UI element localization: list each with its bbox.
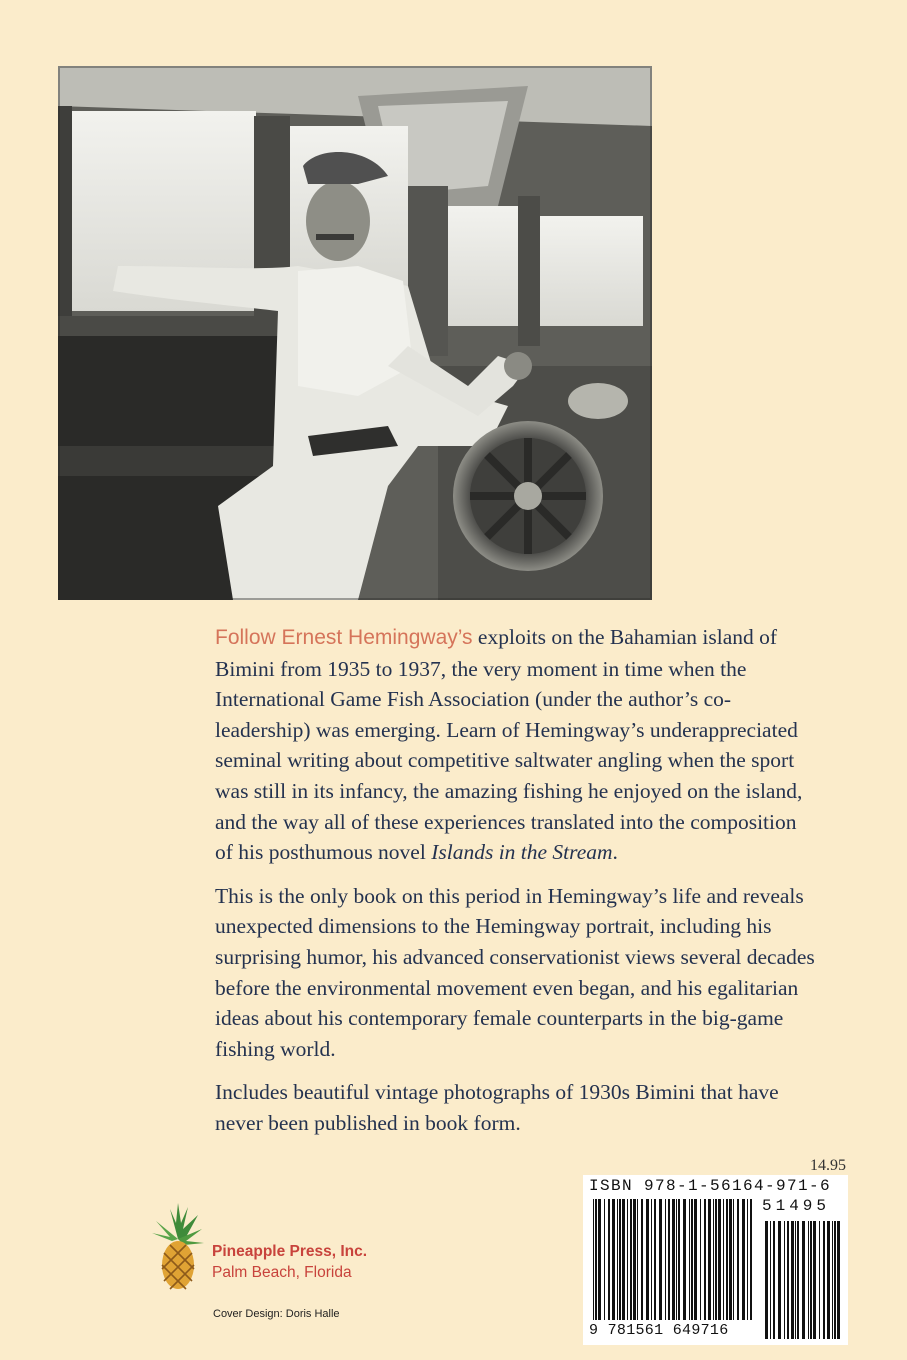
ean-digits: 9 781561 649716 — [589, 1322, 729, 1339]
price-label: 14.95 — [810, 1157, 846, 1174]
barcode-bar — [733, 1199, 734, 1320]
barcode-bar — [750, 1199, 752, 1320]
barcode-bar — [778, 1221, 781, 1339]
barcode-bar — [773, 1221, 775, 1339]
barcode-bar — [823, 1221, 825, 1339]
barcode-bar — [691, 1199, 693, 1320]
barcode-bar — [668, 1199, 670, 1320]
barcode-bar — [726, 1199, 728, 1320]
blurb-paragraph-1 — [215, 622, 815, 868]
barcode-bar — [791, 1221, 794, 1339]
barcode-bar — [834, 1221, 836, 1339]
barcode-bar — [689, 1199, 690, 1320]
barcode-bar — [832, 1221, 833, 1339]
barcode-bar — [813, 1221, 816, 1339]
blurb-paragraph-2: This is the only book on this period in Hemingway’s life and reveals unexpected dimensions to the Hemingway portrait, including his surprising humor, his advanced conservationist views several decades before the environmental movement even began, and his egalitarian ideas about his contemporary female counterparts in the big-game fishing world. — [215, 883, 815, 1061]
barcode-bar — [729, 1199, 732, 1320]
blurb-p1-body: exploits on the Bahamian island of Bimini from 1935 to 1937, the very moment in time when the International Game Fish Association (under the author’s co-leadership) was emerging. Learn of Hemingway’s underappreciated seminal writing about competitive saltwater angling when the sport was still in its infancy, the amazing fishing he enjoyed on the island, and the way all of these experiences translated into the composition of his posthumous novel — [215, 625, 803, 865]
barcode-bar — [837, 1221, 840, 1339]
barcode-bar — [617, 1199, 618, 1320]
barcode-bar — [619, 1199, 621, 1320]
barcode-bar — [715, 1199, 717, 1320]
publisher-block — [150, 1203, 410, 1293]
barcode-bar — [593, 1199, 594, 1320]
publisher-city: Palm Beach, Florida — [212, 1264, 352, 1281]
blurb-p1-end: . — [612, 840, 618, 865]
cover-photo-hemingway-at-helm — [58, 66, 652, 600]
barcode-bar — [742, 1199, 745, 1320]
isbn-label: ISBN 978-1-56164-971-6 — [589, 1177, 832, 1195]
barcode-bar — [810, 1221, 812, 1339]
isbn-barcode — [583, 1175, 848, 1345]
barcode-bar — [622, 1199, 625, 1320]
barcode-bar — [646, 1199, 649, 1320]
barcode-bar — [708, 1199, 711, 1320]
barcode-bar — [604, 1199, 605, 1320]
barcode-bar — [641, 1199, 643, 1320]
barcode-bar — [795, 1221, 796, 1339]
barcode-bar — [765, 1221, 768, 1339]
barcode-bar — [808, 1221, 809, 1339]
barcode-bar — [718, 1199, 721, 1320]
barcode-bar — [802, 1221, 805, 1339]
barcode-bar — [627, 1199, 628, 1320]
barcode-bar — [608, 1199, 610, 1320]
barcode-bar — [659, 1199, 662, 1320]
barcode-bar — [787, 1221, 789, 1339]
pineapple-icon — [150, 1203, 206, 1293]
barcode-bar — [654, 1199, 656, 1320]
barcode-bar — [672, 1199, 675, 1320]
barcode-bar — [637, 1199, 638, 1320]
barcode-bar — [723, 1199, 724, 1320]
barcode-bar — [784, 1221, 785, 1339]
barcode-bar — [598, 1199, 601, 1320]
barcode-bar — [797, 1221, 799, 1339]
barcode-bar — [819, 1221, 820, 1339]
publisher-name: Pineapple Press, Inc. — [212, 1243, 368, 1260]
barcode-bar — [678, 1199, 680, 1320]
barcode-bar — [633, 1199, 636, 1320]
book-description — [215, 622, 815, 1152]
barcode-bar — [713, 1199, 714, 1320]
barcode-bar — [827, 1221, 830, 1339]
cover-design-credit: Cover Design: Doris Halle — [213, 1308, 340, 1320]
blurb-lead-phrase: Follow Ernest Hemingway’s — [215, 626, 473, 649]
barcode-bar — [694, 1199, 697, 1320]
barcode-bar — [651, 1199, 652, 1320]
barcode-bar — [704, 1199, 706, 1320]
barcode-bar — [683, 1199, 686, 1320]
addon-digits: 51495 — [762, 1197, 831, 1215]
novel-title: Islands in the Stream — [431, 840, 613, 865]
barcode-bar — [595, 1199, 597, 1320]
barcode-bar — [747, 1199, 748, 1320]
barcode-bar — [770, 1221, 771, 1339]
barcode-bar — [700, 1199, 701, 1320]
barcode-bar — [676, 1199, 677, 1320]
barcode-bar — [737, 1199, 739, 1320]
barcode-bar — [630, 1199, 632, 1320]
blurb-paragraph-3: Includes beautiful vintage photographs of 1930s Bimini that have never been published in book form. — [215, 1080, 779, 1135]
barcode-bar — [665, 1199, 666, 1320]
barcode-bar — [612, 1199, 615, 1320]
